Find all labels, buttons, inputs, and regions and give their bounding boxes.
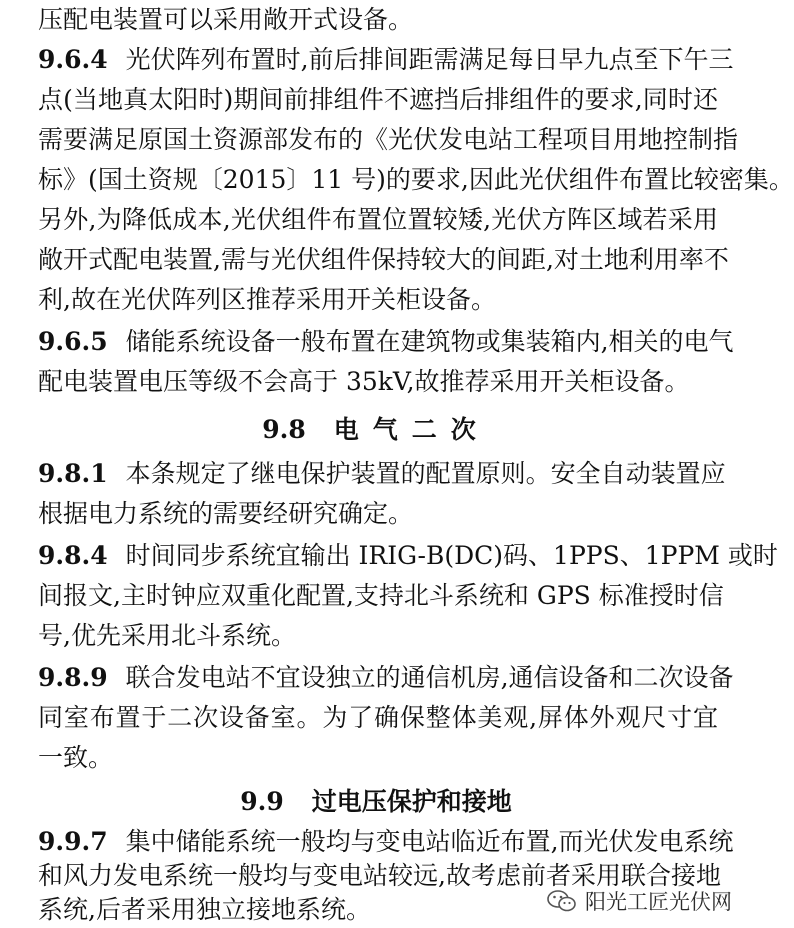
text-line (38, 580, 724, 612)
text-line (38, 284, 718, 316)
text-line (38, 244, 729, 276)
section-number: 9.9 (240, 787, 284, 816)
clause-number: 9.8.9 (38, 663, 108, 692)
text-line (38, 326, 734, 358)
section-title: 过电压保护和接地 (311, 787, 512, 816)
text-line (38, 366, 718, 398)
watermark-text: 阳光工匠光伏网 (585, 890, 732, 914)
line-text: 和风力发电系统一般均与变电站较远,故考虑前者采用联合接地 (38, 861, 721, 890)
line-text: 敞开式配电装置,需与光伏组件保持较大的间距,对土地利用率不 (38, 245, 729, 274)
line-text: 需要满足原国土资源部发布的《光伏发电站工程项目用地控制指 (38, 125, 739, 154)
section-title: 电气二次 (333, 415, 490, 444)
text-line (38, 164, 794, 196)
line-text: 配电装置电压等级不会高于 35kV,故推荐采用开关柜设备。 (38, 367, 690, 396)
text-line (38, 4, 718, 36)
text-line (38, 540, 778, 572)
clause-number: 9.6.4 (38, 45, 108, 74)
watermark (547, 886, 732, 916)
text-line (38, 662, 734, 694)
line-text: 另外,为降低成本,光伏组件布置位置较矮,光伏方阵区域若采用 (38, 205, 718, 234)
line-text: 压配电装置可以采用敞开式设备。 (38, 5, 414, 34)
section-heading (0, 412, 752, 448)
text-line (38, 620, 718, 652)
line-text: 系统,后者采用独立接地系统。 (38, 895, 371, 924)
line-text: 点(当地真太阳时)期间前排组件不遮挡后排组件的要求,同时还 (38, 85, 718, 114)
text-line (38, 498, 718, 530)
line-text: 间报文,主时钟应双重化配置,支持北斗系统和 GPS 标准授时信 (38, 581, 724, 610)
text-line (38, 458, 726, 490)
line-text: 号,优先采用北斗系统。 (38, 621, 296, 650)
line-text: 利,故在光伏阵列区推荐采用开关柜设备。 (38, 285, 496, 314)
section-number: 9.8 (262, 415, 306, 444)
wechat-icon (547, 889, 577, 913)
text-line (38, 124, 739, 156)
text-line (38, 742, 718, 774)
line-text: 储能系统设备一般布置在建筑物或集装箱内,相关的电气 (125, 327, 734, 356)
clause-number: 9.6.5 (38, 327, 108, 356)
text-line (38, 84, 718, 116)
clause-number: 9.9.7 (38, 827, 108, 856)
line-text: 标》(国土资规〔2015〕11 号)的要求,因此光伏组件布置比较密集。 (38, 165, 794, 194)
text-line (38, 204, 718, 236)
line-text: 联合发电站不宜设独立的通信机房,通信设备和二次设备 (125, 663, 734, 692)
line-text: 同室布置于二次设备室。为了确保整体美观,屏体外观尺寸宜 (38, 703, 718, 732)
line-text: 本条规定了继电保护装置的配置原则。安全自动装置应 (125, 459, 726, 488)
line-text: 一致。 (38, 743, 114, 772)
text-line (38, 826, 734, 858)
line-text: 集中储能系统一般均与变电站临近布置,而光伏发电系统 (125, 827, 734, 856)
text-line (38, 44, 734, 76)
line-text: 根据电力系统的需要经研究确定。 (38, 499, 414, 528)
line-text: 光伏阵列布置时,前后排间距需满足每日早九点至下午三 (125, 45, 734, 74)
line-text: 时间同步系统宜输出 IRIG-B(DC)码、1PPS、1PPM 或时 (125, 541, 778, 570)
clause-number: 9.8.4 (38, 541, 108, 570)
section-heading (0, 784, 752, 820)
text-line (38, 702, 718, 734)
clause-number: 9.8.1 (38, 459, 108, 488)
